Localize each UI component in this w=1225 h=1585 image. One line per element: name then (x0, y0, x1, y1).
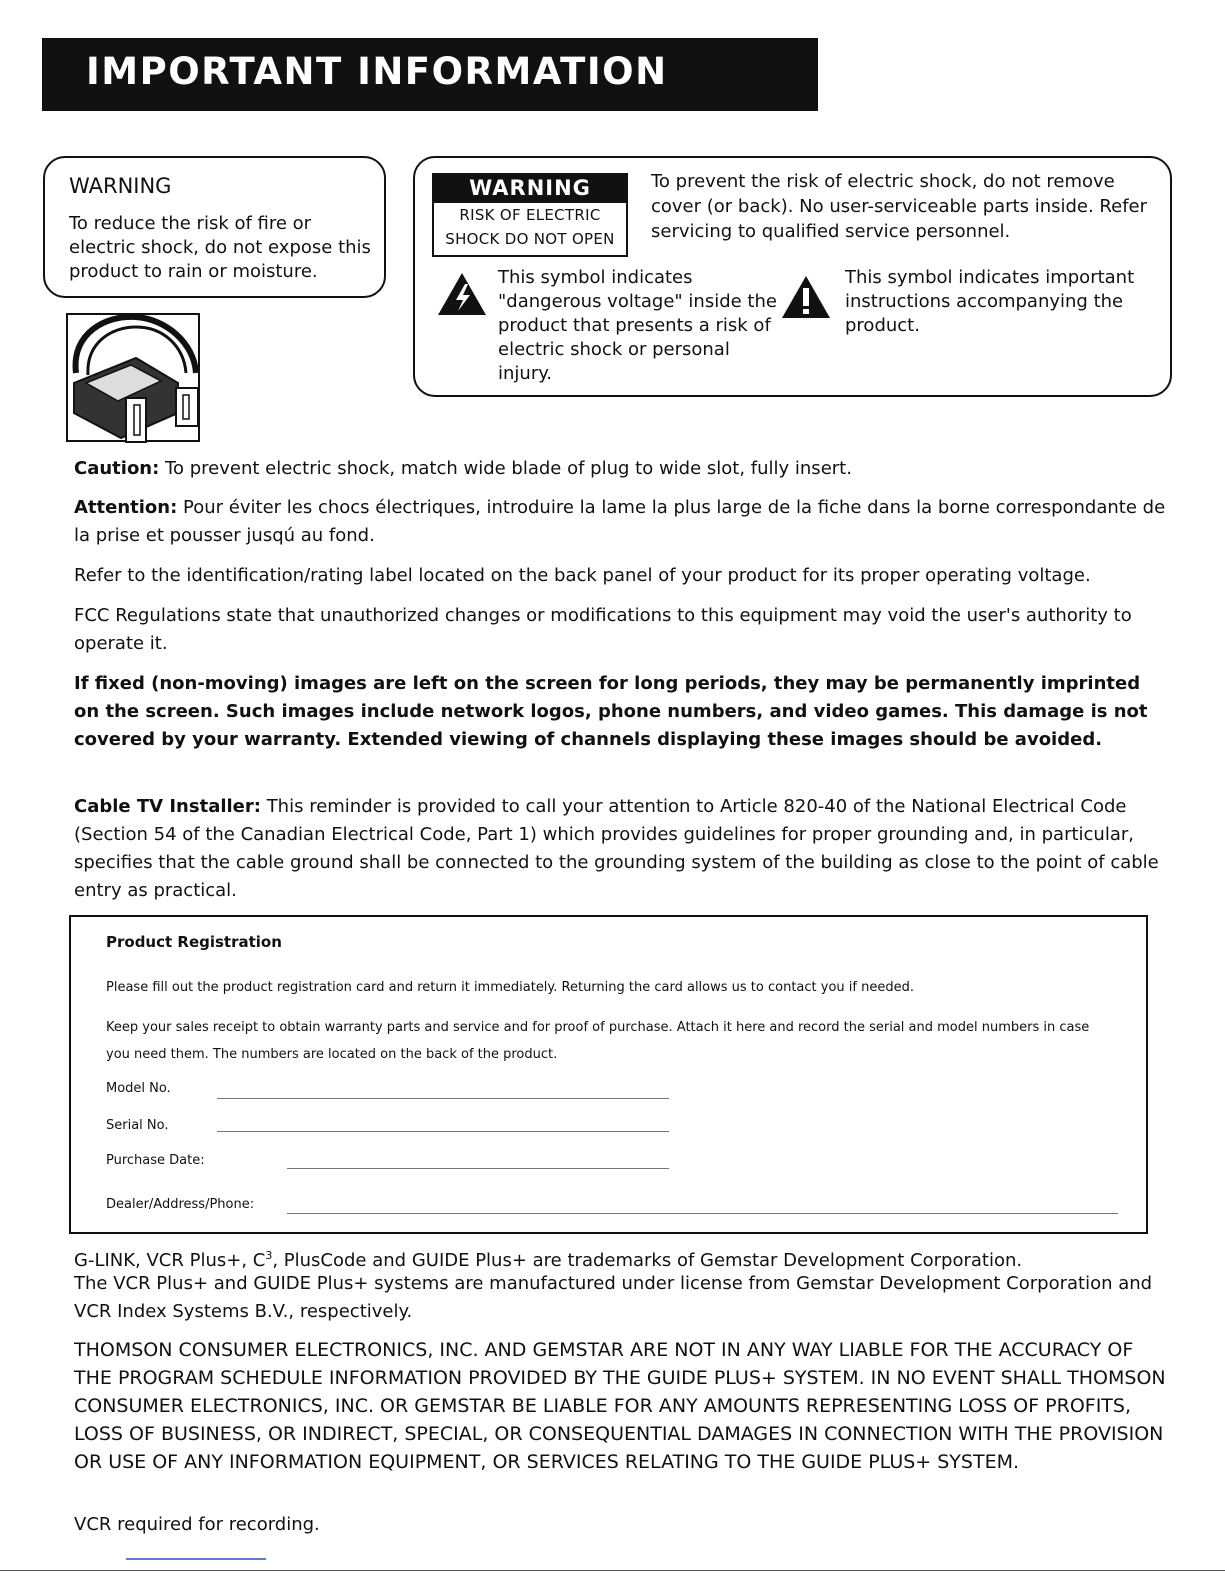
plug-illustration-icon (66, 313, 216, 447)
page-title: IMPORTANT INFORMATION (86, 50, 668, 93)
warning-title: WARNING (69, 174, 172, 198)
cable-installer-text: This reminder is provided to call your attention to Article 820-40 of the National Electrical Code (Section 54 of the Canadian Electrical Code, Part 1) which provides guidelines for proper grounding and, in particular, specifies that the cable ground shall be connected to the grounding system of the building as close to the point of cable entry as practical. (74, 796, 1159, 901)
lightning-warning-icon (437, 272, 487, 320)
attention-text: Pour éviter les chocs électriques, introduire la lame la plus large de la fiche dans la borne correspondante de la prise et pousser jusqú au fond. (74, 497, 1166, 546)
product-registration-box (69, 915, 1148, 1234)
caution-text: To prevent electric shock, match wide blade of plug to wide slot, fully insert. (159, 458, 852, 479)
trademarks-line2: The VCR Plus+ and GUIDE Plus+ systems are manufactured under license from Gemstar Development Corporation and VCR Index Systems B.V., respectively. (74, 1273, 1153, 1322)
voltage-symbol-text: This symbol indicates "dangerous voltage" inside the product that presents a risk of electric shock or personal injury. (498, 267, 777, 384)
cable-installer-label: Cable TV Installer: (74, 796, 261, 817)
dealer-label: Dealer/Address/Phone: (106, 1197, 255, 1212)
serial-number-field[interactable] (217, 1131, 669, 1132)
caution-label: Caution: (74, 458, 160, 479)
purchase-date-label: Purchase Date: (106, 1153, 205, 1168)
title-bar (42, 38, 818, 111)
warning-label-sub (432, 203, 628, 257)
fixed-images-warning: If fixed (non-moving) images are left on the screen for long periods, they may be permanently imprinted on the screen. Such images include network logos, phone numbers, and video games. This damage is not covered by your warranty. Extended viewing of channels displaying these images should be avoided. (74, 673, 1148, 750)
warning-box (43, 156, 386, 298)
model-number-field[interactable] (217, 1098, 669, 1099)
warning-label-title: WARNING (432, 173, 628, 203)
warning-label-line1: RISK OF ELECTRIC (459, 206, 601, 224)
warning-label (432, 173, 628, 257)
trademarks-text-pre: G-LINK, VCR Plus+, C (74, 1250, 266, 1271)
model-number-label: Model No. (106, 1081, 171, 1096)
bottom-accent-mark (126, 1558, 266, 1560)
serial-number-label: Serial No. (106, 1118, 169, 1133)
refer-paragraph: Refer to the identification/rating label located on the back panel of your product for its proper operating voltage. (74, 565, 1091, 586)
trademarks-text-post: , PlusCode and GUIDE Plus+ are trademarks of Gemstar Development Corporation. (272, 1250, 1023, 1271)
trademarks-superscript: 3 (265, 1249, 273, 1262)
warning-text: To reduce the risk of fire or electric shock, do not expose this product to rain or moisture. (69, 213, 371, 282)
electric-shock-warning-box (413, 156, 1172, 397)
attention-paragraph (74, 494, 1169, 550)
attention-label: Attention: (74, 497, 178, 518)
shock-warning-text: To prevent the risk of electric shock, do not remove cover (or back). No user-serviceable parts inside. Refer servicing to qualified service personnel. (651, 171, 1148, 242)
registration-title: Product Registration (106, 933, 282, 951)
exclamation-warning-icon (781, 275, 831, 323)
footer-note: VCR required for recording. (74, 1514, 320, 1535)
dealer-field[interactable] (287, 1213, 1118, 1214)
instructions-symbol-text: This symbol indicates important instructions accompanying the product. (845, 267, 1135, 336)
registration-line2: Keep your sales receipt to obtain warranty parts and service and for proof of purchase. Attach it here and record the serial and model numbers in case you need them. The numbers are located on the back of the product. (106, 1020, 1090, 1062)
liability-disclaimer: THOMSON CONSUMER ELECTRONICS, INC. AND GEMSTAR ARE NOT IN ANY WAY LIABLE FOR THE ACCURACY OF THE PROGRAM SCHEDULE INFORMATION PROVIDED BY THE GUIDE PLUS+ SYSTEM. IN NO EVENT SHALL THOMSON CONSUMER ELECTRONICS, INC. OR GEMSTAR BE LIABLE FOR ANY AMOUNTS REPRESENTING LOSS OF PROFITS, LOSS OF BUSINESS, OR INDIRECT, SPECIAL, OR CONSEQUENTIAL DAMAGES IN CONNECTION WITH THE PROVISION OR USE OF ANY INFORMATION EQUIPMENT, OR SERVICES RELATING TO THE GUIDE PLUS+ SYSTEM. (74, 1339, 1166, 1473)
warning-label-line2: SHOCK DO NOT OPEN (445, 230, 615, 248)
bottom-divider (0, 1570, 1225, 1571)
purchase-date-field[interactable] (287, 1168, 669, 1169)
cable-installer-paragraph (74, 793, 1169, 905)
fcc-paragraph: FCC Regulations state that unauthorized changes or modifications to this equipment may void the user's authority to operate it. (74, 605, 1132, 654)
caution-paragraph (74, 455, 1169, 483)
registration-line1: Please fill out the product registration card and return it immediately. Returning the card allows us to contact you if needed. (106, 980, 914, 995)
